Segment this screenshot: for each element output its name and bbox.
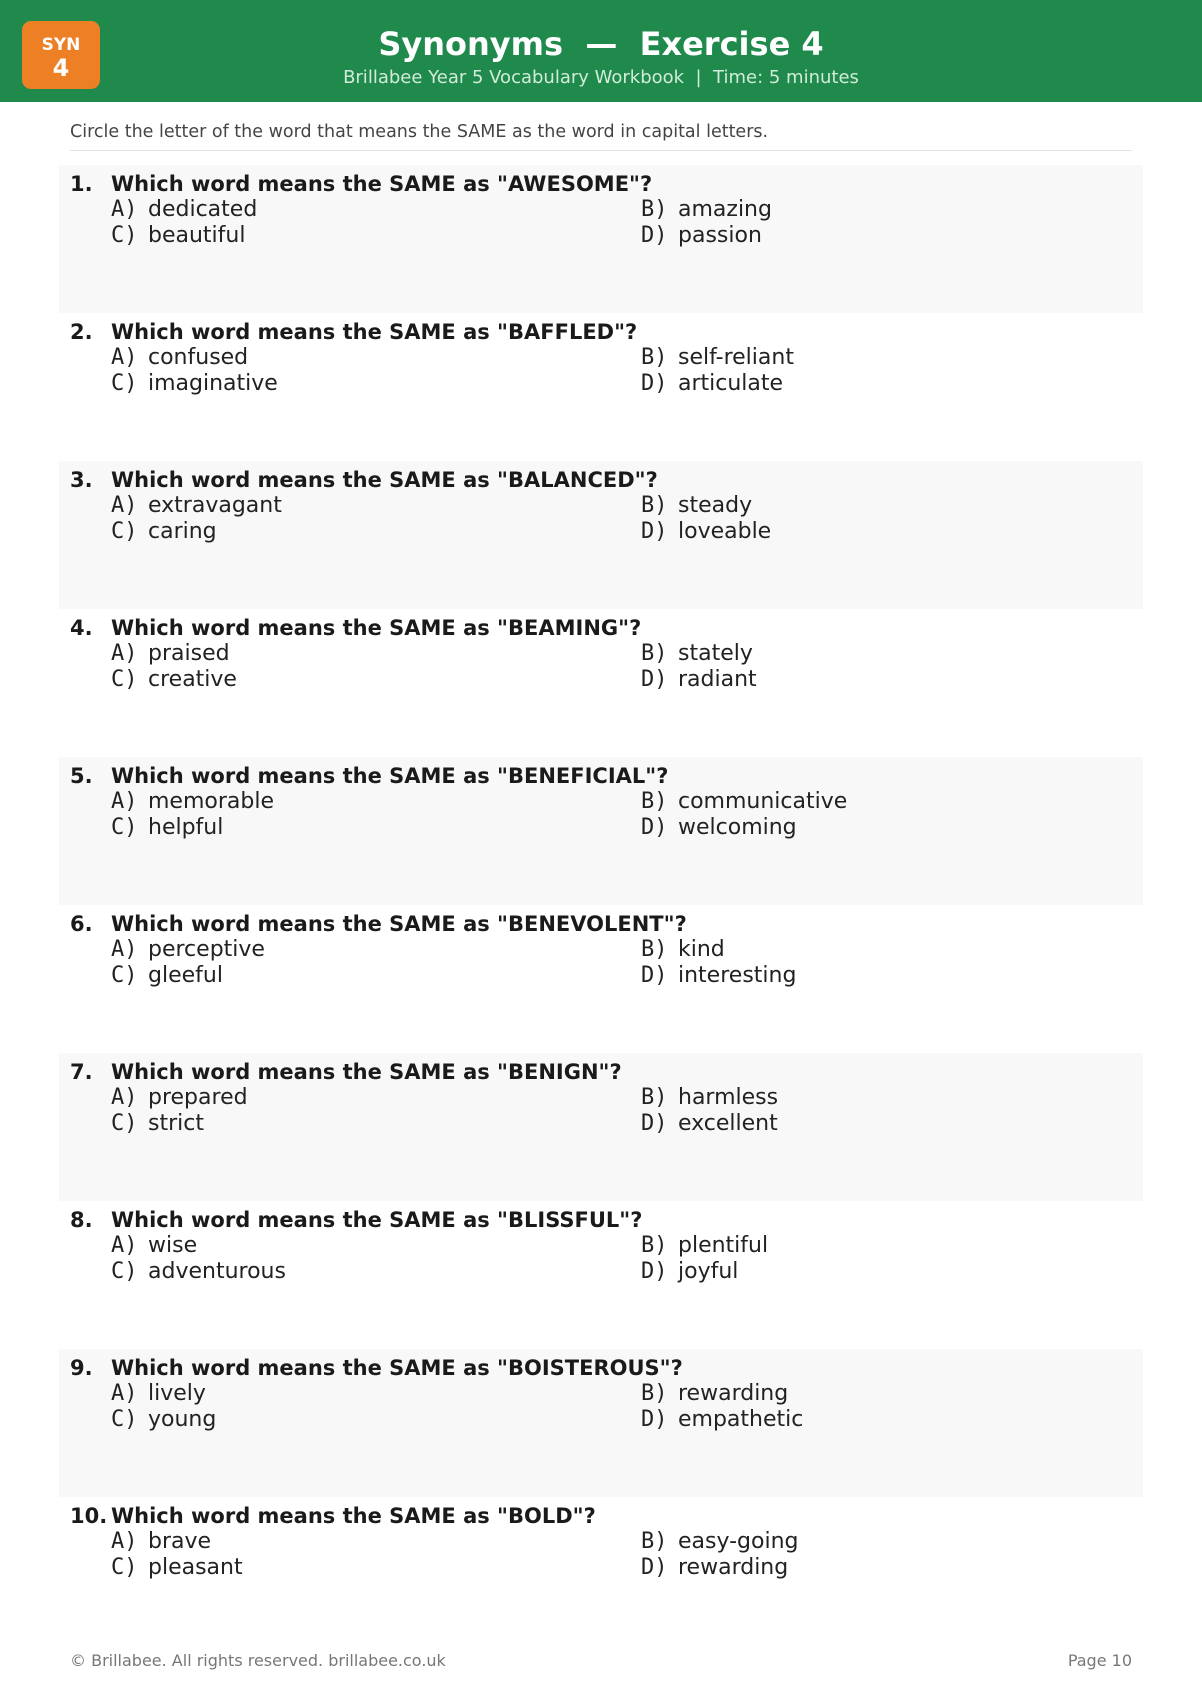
answer-option[interactable]: [111, 1085, 248, 1111]
option-text: prepared: [148, 1085, 248, 1110]
question-heading: [70, 911, 687, 937]
option-letter: A): [111, 1529, 138, 1554]
question-heading: [70, 1355, 683, 1381]
option-text: excellent: [678, 1111, 778, 1136]
option-letter: D): [641, 223, 668, 248]
page-title: Synonyms — Exercise 4: [378, 25, 824, 63]
option-text: empathetic: [678, 1407, 804, 1432]
question-number: 8.: [70, 1208, 93, 1232]
option-letter: A): [111, 345, 138, 370]
option-letter: B): [641, 641, 668, 666]
answer-option[interactable]: [641, 789, 847, 815]
answer-option[interactable]: [641, 223, 762, 249]
question-text: Which word means the SAME as "BENIGN"?: [111, 1060, 622, 1084]
option-letter: B): [641, 493, 668, 518]
question-number: 4.: [70, 616, 93, 640]
answer-option[interactable]: [111, 223, 245, 249]
answer-option[interactable]: [111, 345, 248, 371]
option-text: confused: [148, 345, 249, 370]
page-subtitle: Brillabee Year 5 Vocabulary Workbook | Time: 5 minutes: [343, 67, 859, 88]
question-6: [59, 905, 1143, 1053]
question-number: 2.: [70, 320, 93, 344]
question-heading: [70, 1059, 622, 1085]
option-letter: C): [111, 667, 138, 692]
option-text: rewarding: [678, 1381, 789, 1406]
option-text: perceptive: [148, 937, 265, 962]
question-number: 6.: [70, 912, 93, 936]
option-letter: A): [111, 937, 138, 962]
question-10: [59, 1497, 1143, 1645]
answer-option[interactable]: [641, 519, 771, 545]
option-letter: A): [111, 197, 138, 222]
option-letter: C): [111, 963, 138, 988]
option-letter: A): [111, 493, 138, 518]
question-8: [59, 1201, 1143, 1349]
answer-option[interactable]: [111, 197, 257, 223]
answer-option[interactable]: [641, 493, 752, 519]
option-letter: B): [641, 1381, 668, 1406]
option-text: brave: [148, 1529, 212, 1554]
option-letter: C): [111, 223, 138, 248]
answer-option[interactable]: [641, 937, 725, 963]
option-text: pleasant: [148, 1555, 243, 1580]
answer-option[interactable]: [641, 667, 757, 693]
option-text: young: [148, 1407, 217, 1432]
question-5: [59, 757, 1143, 905]
question-number: 10.: [70, 1504, 108, 1528]
badge-label: SYN: [41, 35, 81, 55]
answer-option[interactable]: [111, 493, 282, 519]
option-letter: C): [111, 519, 138, 544]
option-text: plentiful: [678, 1233, 769, 1258]
option-letter: D): [641, 1259, 668, 1284]
answer-option[interactable]: [641, 1233, 768, 1259]
question-number: 5.: [70, 764, 93, 788]
answer-option[interactable]: [111, 641, 230, 667]
answer-option[interactable]: [641, 1555, 788, 1581]
option-letter: B): [641, 1529, 668, 1554]
answer-option[interactable]: [111, 815, 223, 841]
question-list: [59, 165, 1143, 1645]
option-letter: D): [641, 519, 668, 544]
question-text: Which word means the SAME as "BALANCED"?: [111, 468, 658, 492]
option-letter: B): [641, 789, 668, 814]
option-text: beautiful: [148, 223, 246, 248]
answer-option[interactable]: [111, 371, 278, 397]
question-text: Which word means the SAME as "BAFFLED"?: [111, 320, 638, 344]
answer-option[interactable]: [641, 815, 797, 841]
option-text: gleeful: [148, 963, 223, 988]
option-text: articulate: [678, 371, 784, 396]
option-text: interesting: [678, 963, 797, 988]
answer-option[interactable]: [111, 1529, 211, 1555]
answer-option[interactable]: [111, 789, 274, 815]
option-letter: A): [111, 1233, 138, 1258]
option-letter: B): [641, 1233, 668, 1258]
instructions: Circle the letter of the word that means the SAME as the word in capital letters.: [70, 121, 1132, 151]
option-letter: C): [111, 1407, 138, 1432]
question-text: Which word means the SAME as "AWESOME"?: [111, 172, 653, 196]
page-header: [0, 0, 1202, 102]
option-letter: C): [111, 815, 138, 840]
option-letter: D): [641, 1111, 668, 1136]
option-text: praised: [148, 641, 230, 666]
question-number: 7.: [70, 1060, 93, 1084]
answer-option[interactable]: [111, 937, 265, 963]
option-letter: B): [641, 937, 668, 962]
question-4: [59, 609, 1143, 757]
option-text: rewarding: [678, 1555, 789, 1580]
option-text: wise: [148, 1233, 198, 1258]
option-letter: A): [111, 1381, 138, 1406]
option-text: communicative: [678, 789, 848, 814]
option-letter: B): [641, 345, 668, 370]
option-text: strict: [148, 1111, 204, 1136]
question-text: Which word means the SAME as "BLISSFUL"?: [111, 1208, 643, 1232]
question-9: [59, 1349, 1143, 1497]
answer-option[interactable]: [641, 1529, 799, 1555]
question-heading: [70, 763, 668, 789]
question-heading: [70, 615, 641, 641]
answer-option[interactable]: [111, 1381, 206, 1407]
question-text: Which word means the SAME as "BOLD"?: [111, 1504, 596, 1528]
answer-option[interactable]: [111, 519, 217, 545]
option-text: passion: [678, 223, 762, 248]
option-text: dedicated: [148, 197, 258, 222]
answer-option[interactable]: [641, 197, 772, 223]
question-text: Which word means the SAME as "BENEVOLENT"?: [111, 912, 687, 936]
answer-option[interactable]: [111, 1259, 286, 1285]
option-letter: D): [641, 963, 668, 988]
option-letter: D): [641, 815, 668, 840]
question-number: 1.: [70, 172, 93, 196]
option-letter: A): [111, 1085, 138, 1110]
option-text: extravagant: [148, 493, 282, 518]
option-letter: C): [111, 1259, 138, 1284]
option-letter: D): [641, 371, 668, 396]
answer-option[interactable]: [641, 963, 796, 989]
answer-option[interactable]: [641, 345, 794, 371]
option-text: kind: [678, 937, 725, 962]
question-heading: [70, 467, 658, 493]
option-text: helpful: [148, 815, 224, 840]
question-number: 9.: [70, 1356, 93, 1380]
question-1: [59, 165, 1143, 313]
question-text: Which word means the SAME as "BEAMING"?: [111, 616, 642, 640]
option-text: radiant: [678, 667, 757, 692]
option-letter: D): [641, 1407, 668, 1432]
option-text: lively: [148, 1381, 206, 1406]
option-text: welcoming: [678, 815, 797, 840]
option-text: harmless: [678, 1085, 779, 1110]
option-text: adventurous: [148, 1259, 286, 1284]
option-letter: A): [111, 641, 138, 666]
option-text: steady: [678, 493, 753, 518]
answer-option[interactable]: [111, 963, 223, 989]
question-text: Which word means the SAME as "BENEFICIAL"?: [111, 764, 669, 788]
option-text: self-reliant: [678, 345, 794, 370]
option-letter: B): [641, 197, 668, 222]
answer-option[interactable]: [641, 1259, 738, 1285]
option-text: easy-going: [678, 1529, 799, 1554]
question-heading: [70, 1503, 596, 1529]
question-2: [59, 313, 1143, 461]
option-letter: C): [111, 1111, 138, 1136]
question-heading: [70, 171, 652, 197]
question-7: [59, 1053, 1143, 1201]
option-text: creative: [148, 667, 237, 692]
answer-option[interactable]: [111, 1111, 204, 1137]
question-text: Which word means the SAME as "BOISTEROUS"?: [111, 1356, 683, 1380]
answer-option[interactable]: [641, 1381, 788, 1407]
option-letter: C): [111, 1555, 138, 1580]
answer-option[interactable]: [641, 371, 783, 397]
option-text: loveable: [678, 519, 772, 544]
question-3: [59, 461, 1143, 609]
answer-option[interactable]: [111, 1407, 216, 1433]
answer-option[interactable]: [111, 1555, 243, 1581]
footer-page-number: Page 10: [1067, 1651, 1132, 1670]
option-letter: D): [641, 1555, 668, 1580]
option-text: stately: [678, 641, 753, 666]
badge-number: 4: [52, 54, 70, 82]
option-letter: A): [111, 789, 138, 814]
option-letter: D): [641, 667, 668, 692]
option-text: amazing: [678, 197, 772, 222]
question-number: 3.: [70, 468, 93, 492]
answer-option[interactable]: [111, 667, 237, 693]
option-text: joyful: [678, 1259, 739, 1284]
answer-option[interactable]: [641, 1407, 803, 1433]
answer-option[interactable]: [641, 1111, 778, 1137]
option-text: imaginative: [148, 371, 278, 396]
option-text: memorable: [148, 789, 274, 814]
option-text: caring: [148, 519, 217, 544]
question-heading: [70, 1207, 642, 1233]
answer-option[interactable]: [641, 641, 753, 667]
answer-option[interactable]: [641, 1085, 778, 1111]
question-heading: [70, 319, 637, 345]
option-letter: B): [641, 1085, 668, 1110]
option-letter: C): [111, 371, 138, 396]
footer-copyright: © Brillabee. All rights reserved. brillabee.co.uk: [70, 1651, 446, 1670]
answer-option[interactable]: [111, 1233, 197, 1259]
